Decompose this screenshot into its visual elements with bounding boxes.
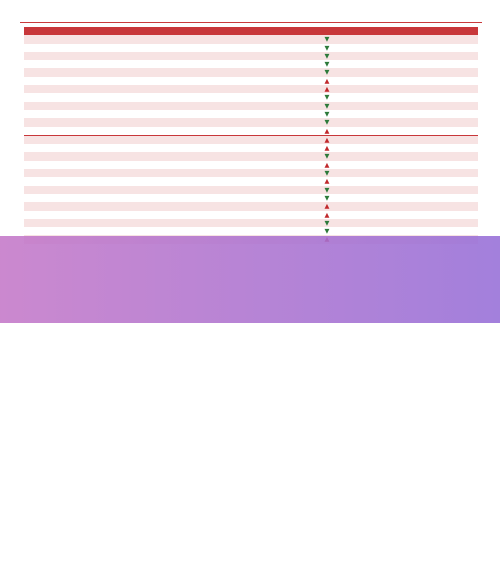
- row-change-percent: [334, 68, 382, 76]
- row-unit: [382, 110, 478, 118]
- arrow-up-icon: ▲: [324, 126, 330, 135]
- row-category: [24, 52, 120, 60]
- row-change-percent: [334, 152, 382, 160]
- row-current-value: [262, 177, 320, 185]
- row-indicator: [120, 77, 212, 85]
- row-current-value: [262, 35, 320, 43]
- row-change-percent: [334, 60, 382, 68]
- row-indicator: [120, 118, 212, 126]
- row-unit: [382, 77, 478, 85]
- row-previous-value: [212, 35, 262, 43]
- arrow-down-icon: ▼: [324, 93, 330, 102]
- row-category: [24, 227, 120, 235]
- row-unit: [382, 85, 478, 93]
- row-indicator: [120, 110, 212, 118]
- table-row: [24, 219, 478, 227]
- arrow-up-icon: ▲: [324, 76, 330, 85]
- row-change-percent: [334, 211, 382, 219]
- table-row: [24, 127, 478, 136]
- row-indicator: [120, 161, 212, 169]
- table-row: [24, 211, 478, 219]
- row-current-value: [262, 144, 320, 152]
- row-current-value: [262, 161, 320, 169]
- arrow-down-icon: ▼: [324, 43, 330, 52]
- row-previous-value: [212, 227, 262, 235]
- table-row: [24, 68, 478, 76]
- table-row: [24, 93, 478, 101]
- arrow-down-icon: ▼: [320, 35, 334, 43]
- agri-data-table: [24, 27, 478, 244]
- row-category: [24, 177, 120, 185]
- row-category: [24, 44, 120, 52]
- row-unit: [382, 169, 478, 177]
- row-previous-value: [212, 202, 262, 210]
- row-current-value: [262, 194, 320, 202]
- table-row: [24, 77, 478, 85]
- headline-banner: [0, 236, 500, 323]
- row-previous-value: [212, 135, 262, 144]
- table-body: [24, 35, 478, 243]
- row-category: [24, 93, 120, 101]
- row-category: [24, 77, 120, 85]
- row-unit: [382, 102, 478, 110]
- row-category: [24, 194, 120, 202]
- row-change-percent: [334, 219, 382, 227]
- row-category: [24, 169, 120, 177]
- row-previous-value: [212, 177, 262, 185]
- row-unit: [382, 227, 478, 235]
- row-current-value: [262, 211, 320, 219]
- table-row: [24, 110, 478, 118]
- row-current-value: [262, 135, 320, 144]
- row-change-percent: [334, 177, 382, 185]
- arrow-up-icon: ▲: [324, 210, 330, 219]
- row-current-value: [262, 44, 320, 52]
- table-row: [24, 118, 478, 126]
- table-row: [24, 169, 478, 177]
- row-current-value: [262, 102, 320, 110]
- row-current-value: [262, 93, 320, 101]
- row-unit: [382, 211, 478, 219]
- row-previous-value: [212, 44, 262, 52]
- row-current-value: [262, 52, 320, 60]
- row-unit: [382, 219, 478, 227]
- row-previous-value: [212, 118, 262, 126]
- row-change-percent: [334, 85, 382, 93]
- row-change-percent: [334, 52, 382, 60]
- row-current-value: [262, 227, 320, 235]
- row-indicator: [120, 102, 212, 110]
- table-header-row: [24, 27, 478, 35]
- row-category: [24, 118, 120, 126]
- row-indicator: [120, 177, 212, 185]
- arrow-down-icon: ▼: [324, 227, 330, 236]
- arrow-down-icon: ▼: [320, 52, 334, 60]
- arrow-down-icon: ▼: [320, 219, 334, 227]
- row-previous-value: [212, 110, 262, 118]
- row-previous-value: [212, 102, 262, 110]
- row-unit: [382, 118, 478, 126]
- row-unit: [382, 202, 478, 210]
- row-current-value: [262, 118, 320, 126]
- row-category: [24, 127, 120, 136]
- row-indicator: [120, 169, 212, 177]
- row-indicator: [120, 127, 212, 136]
- row-indicator: [120, 60, 212, 68]
- row-indicator: [120, 227, 212, 235]
- arrow-down-icon: ▼: [320, 152, 334, 160]
- row-previous-value: [212, 144, 262, 152]
- row-change-percent: [334, 169, 382, 177]
- row-current-value: [262, 127, 320, 136]
- row-category: [24, 35, 120, 43]
- row-unit: [382, 52, 478, 60]
- row-change-percent: [334, 202, 382, 210]
- row-current-value: [262, 152, 320, 160]
- row-change-percent: [334, 93, 382, 101]
- row-current-value: [262, 186, 320, 194]
- row-unit: [382, 35, 478, 43]
- row-change-percent: [334, 161, 382, 169]
- row-category: [24, 144, 120, 152]
- header-direction: [320, 27, 334, 35]
- row-change-percent: [334, 144, 382, 152]
- table-row: [24, 35, 478, 43]
- row-previous-value: [212, 127, 262, 136]
- row-current-value: [262, 169, 320, 177]
- table-row: [24, 202, 478, 210]
- row-change-percent: [334, 35, 382, 43]
- row-category: [24, 102, 120, 110]
- row-change-percent: [334, 44, 382, 52]
- row-category: [24, 110, 120, 118]
- row-indicator: [120, 202, 212, 210]
- row-unit: [382, 93, 478, 101]
- row-unit: [382, 68, 478, 76]
- row-category: [24, 186, 120, 194]
- row-change-percent: [334, 118, 382, 126]
- row-indicator: [120, 93, 212, 101]
- arrow-down-icon: ▼: [320, 68, 334, 76]
- header-indicator: [120, 27, 212, 35]
- header-category: [24, 27, 120, 35]
- row-unit: [382, 127, 478, 136]
- row-indicator: [120, 152, 212, 160]
- row-previous-value: [212, 161, 262, 169]
- row-indicator: [120, 52, 212, 60]
- arrow-down-icon: ▼: [320, 186, 334, 194]
- row-unit: [382, 144, 478, 152]
- row-current-value: [262, 110, 320, 118]
- header-change: [334, 27, 382, 35]
- arrow-down-icon: ▼: [320, 118, 334, 126]
- row-previous-value: [212, 186, 262, 194]
- row-change-percent: [334, 110, 382, 118]
- arrow-up-icon: ▲: [320, 135, 334, 144]
- arrow-down-icon: ▼: [324, 60, 330, 69]
- row-category: [24, 60, 120, 68]
- row-category: [24, 135, 120, 144]
- row-previous-value: [212, 219, 262, 227]
- table-row: [24, 102, 478, 110]
- arrow-down-icon: ▼: [320, 169, 334, 177]
- table-row: [24, 135, 478, 144]
- row-unit: [382, 44, 478, 52]
- row-previous-value: [212, 194, 262, 202]
- row-change-percent: [334, 194, 382, 202]
- header-current: [262, 27, 320, 35]
- row-indicator: [120, 144, 212, 152]
- arrow-up-icon: ▲: [324, 160, 330, 169]
- row-category: [24, 202, 120, 210]
- row-previous-value: [212, 85, 262, 93]
- table-row: [24, 177, 478, 185]
- arrow-down-icon: ▼: [324, 193, 330, 202]
- header-previous: [212, 27, 262, 35]
- row-indicator: [120, 35, 212, 43]
- arrow-up-icon: ▲: [324, 144, 330, 153]
- row-category: [24, 219, 120, 227]
- row-previous-value: [212, 152, 262, 160]
- row-current-value: [262, 60, 320, 68]
- row-indicator: [120, 194, 212, 202]
- row-change-percent: [334, 227, 382, 235]
- row-unit: [382, 60, 478, 68]
- row-current-value: [262, 219, 320, 227]
- row-indicator: [120, 68, 212, 76]
- row-unit: [382, 177, 478, 185]
- table-row: [24, 52, 478, 60]
- arrow-up-icon: ▲: [324, 177, 330, 186]
- table-row: [24, 161, 478, 169]
- row-category: [24, 211, 120, 219]
- row-current-value: [262, 85, 320, 93]
- row-previous-value: [212, 211, 262, 219]
- row-unit: [382, 135, 478, 144]
- table-row: [24, 152, 478, 160]
- arrow-down-icon: ▼: [324, 109, 330, 118]
- row-change-percent: [334, 102, 382, 110]
- title-divider: [20, 22, 482, 23]
- arrow-up-icon: ▲: [320, 85, 334, 93]
- table-row: [24, 85, 478, 93]
- row-category: [24, 85, 120, 93]
- row-indicator: [120, 85, 212, 93]
- row-indicator: [120, 219, 212, 227]
- row-previous-value: [212, 77, 262, 85]
- row-unit: [382, 194, 478, 202]
- row-change-percent: [334, 135, 382, 144]
- table-row: [24, 144, 478, 152]
- row-indicator: [120, 211, 212, 219]
- row-unit: [382, 161, 478, 169]
- row-category: [24, 68, 120, 76]
- row-unit: [382, 152, 478, 160]
- row-current-value: [262, 68, 320, 76]
- row-unit: [382, 186, 478, 194]
- row-previous-value: [212, 68, 262, 76]
- header-unit: [382, 27, 478, 35]
- arrow-up-icon: ▲: [320, 202, 334, 210]
- row-category: [24, 161, 120, 169]
- table-row: [24, 194, 478, 202]
- row-category: [24, 152, 120, 160]
- row-indicator: [120, 186, 212, 194]
- row-indicator: [120, 135, 212, 144]
- table-row: [24, 186, 478, 194]
- row-current-value: [262, 202, 320, 210]
- row-change-percent: [334, 186, 382, 194]
- table-row: [24, 227, 478, 235]
- arrow-down-icon: ▼: [320, 102, 334, 110]
- row-previous-value: [212, 60, 262, 68]
- table-row: [24, 44, 478, 52]
- row-current-value: [262, 77, 320, 85]
- row-change-percent: [334, 77, 382, 85]
- row-previous-value: [212, 169, 262, 177]
- row-indicator: [120, 44, 212, 52]
- row-previous-value: [212, 93, 262, 101]
- table-row: [24, 60, 478, 68]
- row-previous-value: [212, 52, 262, 60]
- row-change-percent: [334, 127, 382, 136]
